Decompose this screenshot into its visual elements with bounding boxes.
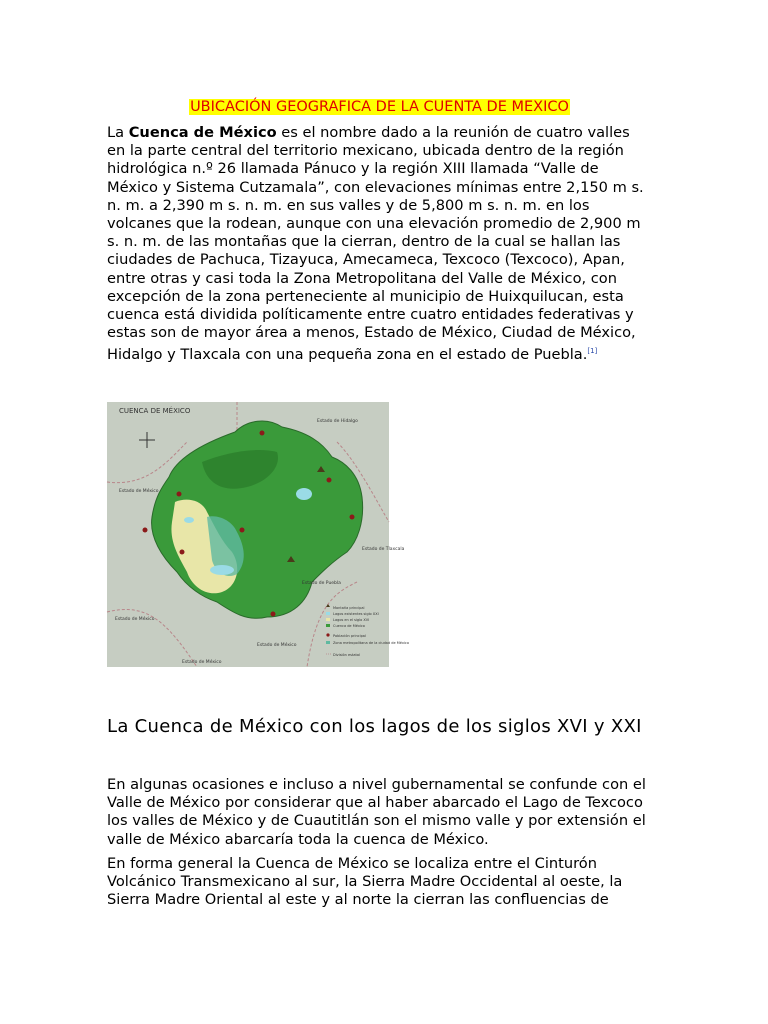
- map-label-mexico-south: Estado de México: [257, 643, 297, 648]
- map-label-mexico-bottom: Estado de México: [182, 660, 222, 665]
- legend-item: Lagos existentes siglo XXI: [333, 612, 379, 616]
- legend-item: División estatal: [333, 653, 360, 657]
- reference-link[interactable]: [1]: [587, 347, 598, 356]
- document-title: [107, 97, 652, 117]
- intro-bold-term: Cuenca de México: [128, 124, 277, 141]
- legend-item: Montaña principal: [333, 606, 365, 610]
- legend-item: Lagos en el siglo XVI: [333, 618, 370, 622]
- body-paragraph-3: En forma general la Cuenca de México se localiza entre el Cinturón Volcánico Transmexicano al sur, la Sierra Madre Occidental al oeste, la Sierra Madre Oriental al este y al norte la cierran las confluencias de: [107, 855, 623, 909]
- legend-item: Población principal: [333, 634, 366, 638]
- body-paragraph-2: En algunas ocasiones e incluso a nivel gubernamental se confunde con el Valle de México por considerar que al haber abarcado el Lago de Texcoco los valles de México y de Cuautitlán son el mismo valle y por extensión el valle de México abarcaría toda la cuenca de México.: [107, 776, 646, 848]
- intro-lead: La: [107, 124, 129, 141]
- document-title-text: UBICACIÓN GEOGRAFICA DE LA CUENTA DE MEXICO: [190, 99, 569, 115]
- map-label-hidalgo: Estado de Hidalgo: [317, 419, 358, 424]
- legend-item: Cuenca de México: [333, 624, 365, 628]
- basin-map-image: [107, 402, 409, 667]
- section-heading: La Cuenca de México con los lagos de los siglos XVI y XXI: [107, 716, 642, 737]
- map-label-mexico-west: Estado de México: [119, 489, 159, 494]
- map-label-tlaxcala: Estado de Tlaxcala: [362, 547, 405, 552]
- intro-paragraph: [107, 124, 652, 365]
- intro-text: es el nombre dado a la reunión de cuatro valles en la parte central del territorio mexicano, ubicada dentro de la región hidrológica n.º 26 llamada Pánuco y la región XIII llamada “Valle de México y Sistema Cutzamala”, con elevaciones mínimas entre 2,150 m s. n. m. a 2,390 m s. n. m. en sus valles y de 5,800 m s. n. m. en los volcanes que la rodean, aunque con una elevación promedio de 2,900 m s. n. m. de las montañas que la cierran, dentro de la cual se hallan las ciudades de Pachuca, Tizayuca, Amecameca, Texcoco (Texcoco), Apan, entre otras y casi toda la Zona Metropolitana del Valle de México, con excepción de la zona perteneciente al municipio de Huixquilucan, esta cuenca está dividida políticamente entre cuatro entidades federativas y estas son de mayor área a menos, Estado de México, Ciudad de México, Hidalgo y Tlaxcala con una pequeña zona en el estado de Puebla.: [107, 124, 644, 364]
- legend-item: Zona metropolitana de la ciudad de México: [333, 641, 409, 645]
- map-title: CUENCA DE MÉXICO: [119, 407, 191, 415]
- map-label-puebla: Estado de Puebla: [302, 581, 341, 586]
- basin-map-svg: [107, 402, 409, 667]
- map-label-mexico-southwest: Estado de México: [115, 617, 155, 622]
